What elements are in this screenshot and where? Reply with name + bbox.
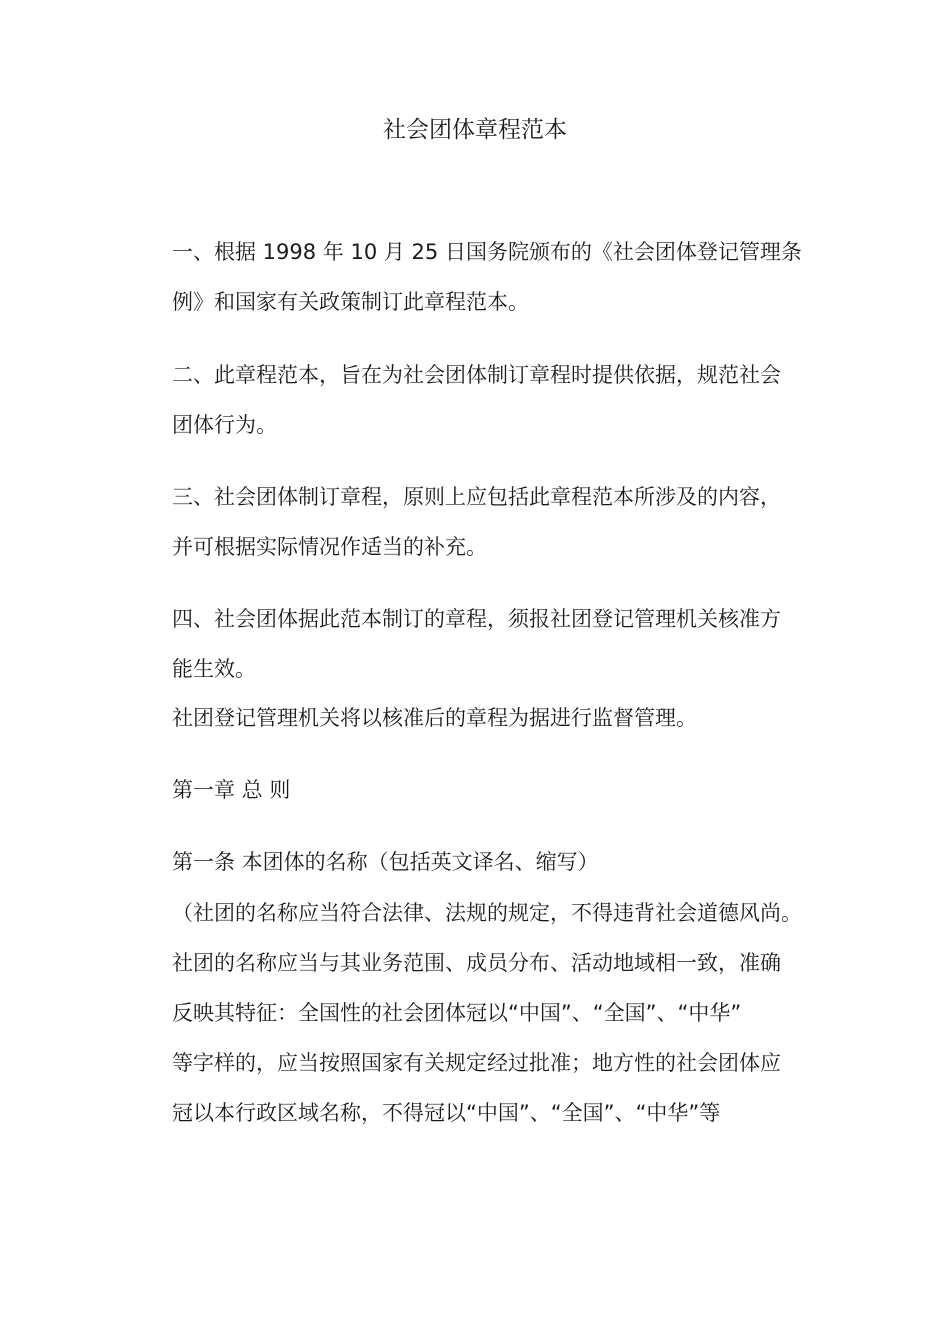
text-line: 社团的名称应当与其业务范围、成员分布、活动地域相一致，准确	[172, 951, 781, 975]
text-line: 二、此章程范本，旨在为社会团体制订章程时提供依据，规范社会	[172, 363, 781, 387]
article-heading: 第一条 本团体的名称（包括英文译名、缩写）	[172, 850, 599, 874]
document-title: 社会团体章程范本	[383, 117, 567, 143]
text-line: 四、社会团体据此范本制订的章程，须报社团登记管理机关核准方	[172, 607, 781, 631]
text-line: 等字样的，应当按照国家有关规定经过批准；地方性的社会团体应	[172, 1051, 781, 1075]
text-line: 一、根据 1998 年 10 月 25 日国务院颁布的《社会团体登记管理条	[172, 240, 802, 264]
text-line: 反映其特征：全国性的社会团体冠以“中国”、“全国”、“中华”	[172, 1001, 742, 1025]
chapter-heading: 第一章 总 则	[172, 778, 291, 802]
text-line: 社团登记管理机关将以核准后的章程为据进行监督管理。	[172, 706, 697, 730]
text-line: 能生效。	[172, 657, 256, 681]
text-line: 三、社会团体制订章程，原则上应包括此章程范本所涉及的内容，	[172, 485, 781, 509]
text-line: 例》和国家有关政策制订此章程范本。	[172, 290, 529, 314]
text-line: 并可根据实际情况作适当的补充。	[172, 535, 487, 559]
text-line: 冠以本行政区域名称，不得冠以“中国”、“全国”、“中华”等	[172, 1101, 721, 1125]
text-line: （社团的名称应当符合法律、法规的规定，不得违背社会道德风尚。	[172, 901, 802, 925]
text-line: 团体行为。	[172, 413, 277, 437]
